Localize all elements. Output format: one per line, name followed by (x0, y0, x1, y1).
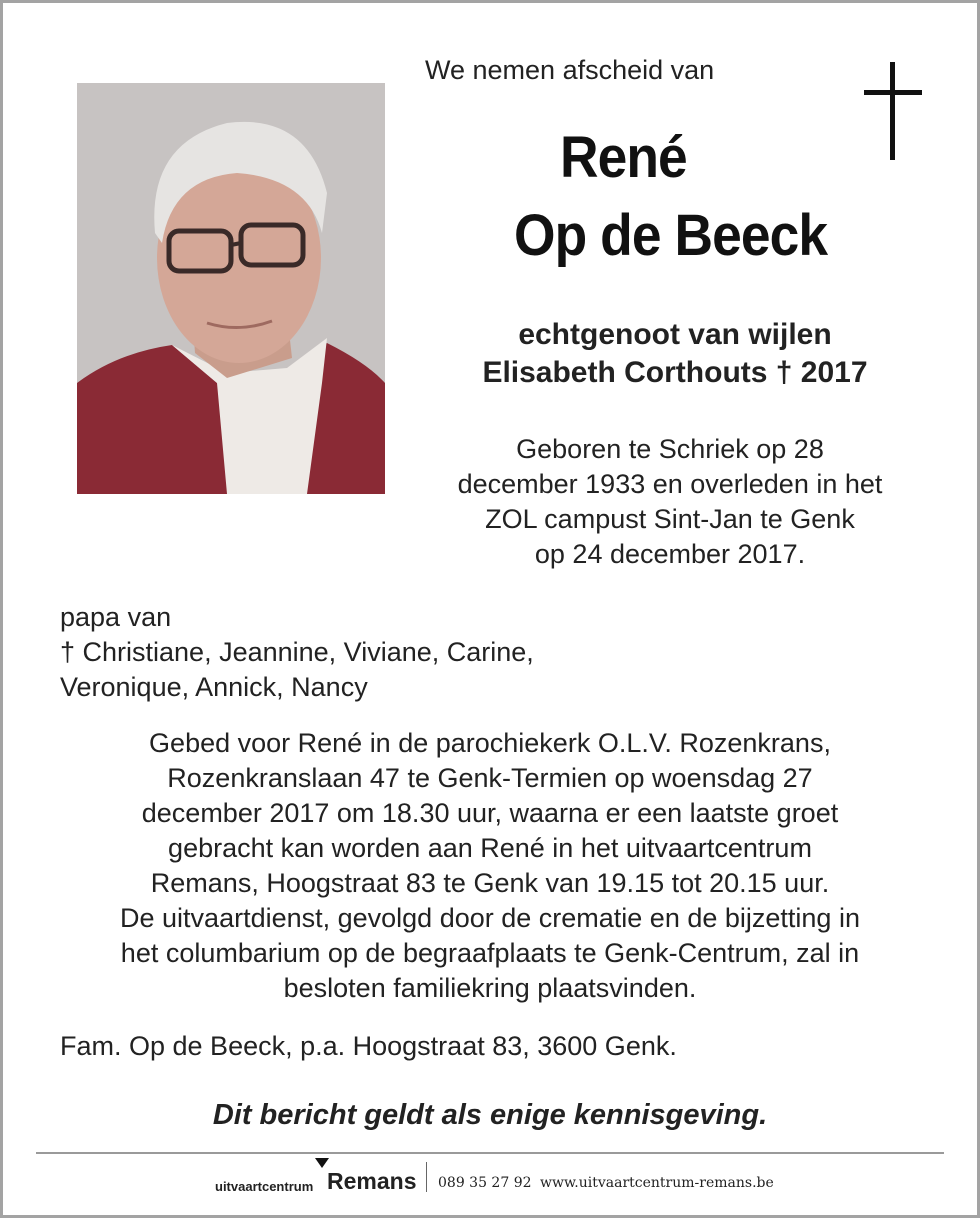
text-line: december 2017 om 18.30 uur, waarna er een laatste groet (141, 798, 839, 828)
text-line: op 24 december 2017. (534, 539, 806, 569)
text-line: ZOL campust Sint-Jan te Genk (485, 504, 855, 534)
footer (215, 1158, 815, 1198)
text-line: gebracht kan worden aan René in het uitvaartcentrum (168, 833, 812, 863)
triangle-down-icon (315, 1158, 329, 1168)
spouse-info (405, 316, 945, 392)
birth-death-info (405, 432, 935, 572)
text-line: Veronique, Annick, Nancy (60, 672, 368, 702)
text-line: Gebed voor René in de parochiekerk O.L.V. Rozenkrans, (149, 728, 831, 758)
footer-brand: Remans (327, 1168, 417, 1194)
footer-divider (36, 1152, 944, 1154)
text-line: december 1933 en overleden in het (457, 469, 883, 499)
service-details (40, 726, 940, 1006)
text-line: † Christiane, Jeannine, Viviane, Carine, (60, 637, 534, 667)
text-line: De uitvaartdienst, gevolgd door de crematie en de bijzetting in (120, 903, 860, 933)
text-line: Remans, Hoogstraat 83 te Genk van 19.15 tot 20.15 uur. (150, 868, 830, 898)
spouse-line: echtgenoot van wijlen (518, 318, 832, 351)
last-name: Op de Beeck (514, 203, 828, 268)
notice-text: Dit bericht geldt als enige kennisgeving. (212, 1099, 768, 1131)
intro-text: We nemen afscheid van (425, 55, 715, 85)
text-line: het columbarium op de begraafplaats te Genk-Centrum, zal in (120, 938, 860, 968)
children-list (60, 600, 534, 705)
footer-separator (426, 1162, 427, 1192)
text-line: besloten familiekring plaatsvinden. (283, 973, 697, 1003)
text-line: Rozenkranslaan 47 te Genk-Termien op woensdag 27 (167, 763, 813, 793)
footer-prefix: uitvaartcentrum (215, 1179, 314, 1194)
footer-website[interactable]: www.uitvaartcentrum-remans.be (540, 1175, 774, 1191)
text-line: Geboren te Schriek op 28 (516, 434, 824, 464)
family-address: Fam. Op de Beeck, p.a. Hoogstraat 83, 3600 Genk. (60, 1031, 677, 1061)
footer-phone: 089 35 27 92 (438, 1175, 532, 1191)
latin-cross-icon (864, 62, 922, 160)
text-line: papa van (60, 602, 172, 632)
first-name: René (560, 125, 687, 190)
portrait-photo (77, 83, 385, 494)
spouse-line: Elisabeth Corthouts † 2017 (482, 356, 868, 389)
